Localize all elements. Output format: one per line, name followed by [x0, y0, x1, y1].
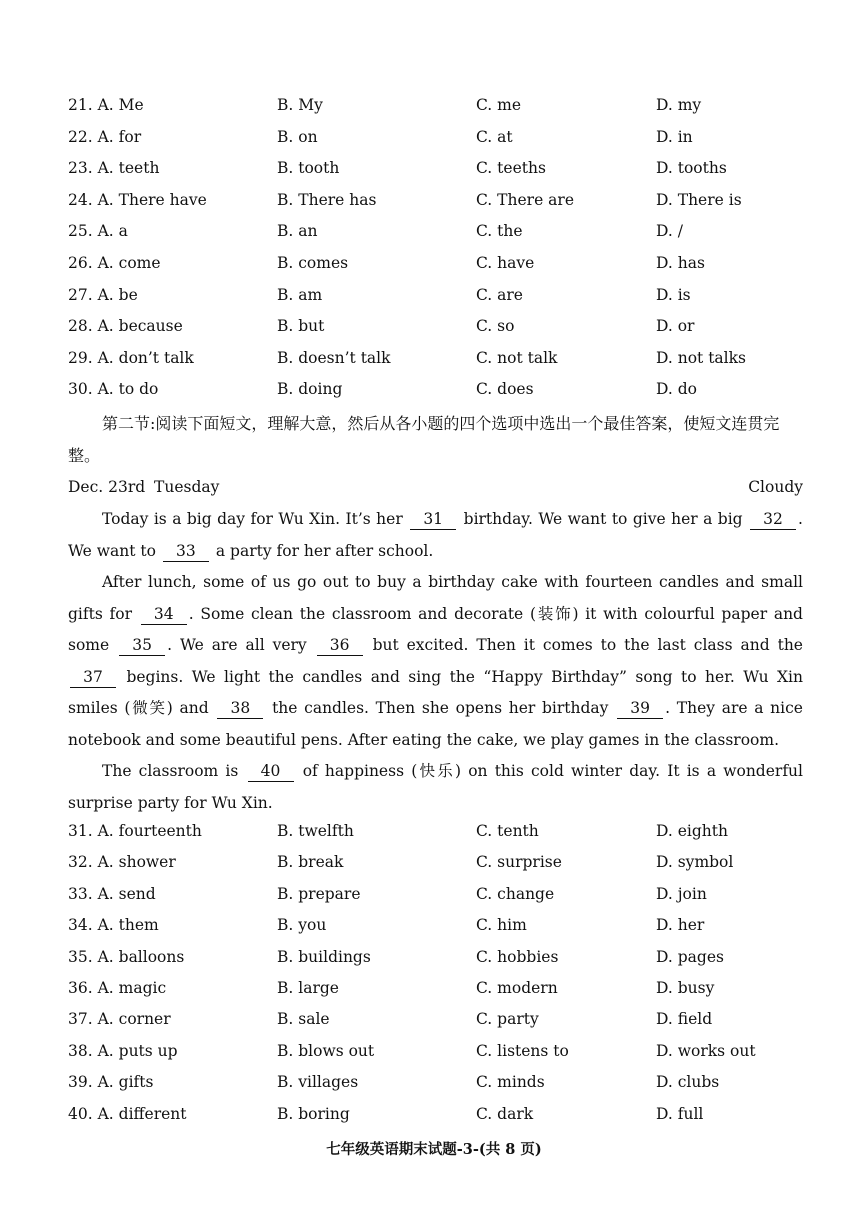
- option-text: D. /: [656, 222, 683, 241]
- option-a: [68, 96, 144, 114]
- option-text: D. not talks: [656, 348, 746, 367]
- option-b: [277, 948, 371, 966]
- question-number: 29.: [68, 348, 93, 367]
- option-b: [277, 159, 339, 177]
- option-d: [656, 1010, 712, 1028]
- option-text: B. blows out: [277, 1041, 375, 1060]
- option-d: [656, 822, 728, 840]
- question-number: 35.: [68, 947, 93, 966]
- option-text: C. dark: [476, 1104, 534, 1123]
- option-d: [656, 1073, 719, 1091]
- question-row: [0, 1073, 868, 1101]
- option-text: C. not talk: [476, 348, 558, 367]
- option-d: [656, 916, 704, 934]
- question-number: 28.: [68, 317, 93, 336]
- blank-33: 33: [163, 541, 209, 562]
- option-c: [476, 1010, 539, 1028]
- option-a: [68, 948, 184, 966]
- option-d: [656, 317, 694, 335]
- question-row: [0, 317, 868, 345]
- option-b: [277, 822, 354, 840]
- option-a: [68, 1010, 171, 1028]
- option-text: B. villages: [277, 1073, 359, 1092]
- option-text: B. There has: [277, 190, 377, 209]
- option-text: A. teeth: [97, 159, 160, 178]
- option-text: C. does: [476, 380, 534, 399]
- option-c: [476, 222, 523, 240]
- option-a: [68, 1073, 153, 1091]
- question-row: [0, 380, 868, 408]
- option-text: D. full: [656, 1104, 704, 1123]
- option-c: [476, 317, 514, 335]
- option-text: A. fourteenth: [97, 822, 202, 840]
- option-text: B. buildings: [277, 947, 371, 966]
- blank-37: 37: [70, 667, 116, 688]
- question-row: [0, 159, 868, 187]
- option-b: [277, 380, 342, 398]
- option-text: D. her: [656, 916, 705, 935]
- option-d: [656, 222, 683, 240]
- option-b: [277, 191, 376, 209]
- option-text: D. symbol: [656, 853, 734, 872]
- section-2-instructions: [68, 408, 803, 472]
- option-d: [656, 191, 742, 209]
- option-text: C. minds: [476, 1073, 545, 1092]
- option-text: B. doesn’t talk: [277, 348, 391, 367]
- option-text: A. magic: [97, 979, 167, 997]
- question-number: 34.: [68, 916, 93, 935]
- option-text: D. There is: [656, 190, 742, 209]
- passage-text: Today is a big day for Wu Xin. It’s her: [102, 510, 403, 528]
- option-c: [476, 254, 534, 272]
- option-text: C. so: [476, 317, 515, 336]
- passage-paragraph-2: [68, 567, 803, 756]
- option-text: D. busy: [656, 979, 715, 997]
- option-b: [277, 979, 339, 997]
- option-text: B. break: [277, 853, 344, 872]
- option-d: [656, 885, 707, 903]
- blank-39: 39: [617, 698, 663, 719]
- question-row: [0, 853, 868, 881]
- passage-text: of happiness (快乐) on this cold winter day. It is a wonderful surprise party for Wu Xin.: [68, 762, 803, 812]
- option-text: D. clubs: [656, 1073, 720, 1092]
- option-text: C. the: [476, 222, 523, 241]
- blank-34: 34: [141, 604, 187, 625]
- passage-text: a party for her after school.: [215, 541, 434, 560]
- question-number: 26.: [68, 254, 93, 272]
- option-text: A. don’t talk: [97, 348, 194, 367]
- option-c: [476, 979, 558, 997]
- option-d: [656, 286, 691, 304]
- option-d: [656, 948, 724, 966]
- question-number: 33.: [68, 884, 93, 903]
- blank-38: 38: [217, 698, 263, 719]
- diary-day: Tuesday: [154, 478, 220, 496]
- option-b: [277, 1073, 358, 1091]
- option-text: A. send: [97, 884, 156, 903]
- option-d: [656, 159, 727, 177]
- diary-header: [68, 478, 803, 502]
- option-a: [68, 1105, 187, 1123]
- option-text: D. is: [656, 285, 691, 304]
- option-text: A. balloons: [97, 947, 185, 966]
- option-text: C. hobbies: [476, 947, 559, 966]
- option-a: [68, 853, 176, 871]
- option-text: A. different: [97, 1104, 187, 1123]
- option-c: [476, 1073, 545, 1091]
- page-footer: 七年级英语期末试题-3-(共 8 页): [326, 1141, 542, 1158]
- passage-text: . We want to: [68, 510, 803, 560]
- option-text: B. My: [277, 96, 323, 114]
- option-d: [656, 1105, 703, 1123]
- question-number: 36.: [68, 979, 93, 997]
- option-text: C. party: [476, 1010, 539, 1029]
- passage-text: The classroom is: [102, 762, 239, 780]
- option-d: [656, 853, 733, 871]
- question-row: [0, 1010, 868, 1038]
- question-row: [0, 1105, 868, 1133]
- option-text: A. Me: [97, 96, 144, 114]
- option-b: [277, 1042, 374, 1060]
- passage-text: begins. We light the candles and sing the “Happy Birthday” song to her. Wu Xin smiles (微笑) and: [68, 667, 803, 717]
- question-number: 38.: [68, 1041, 93, 1060]
- option-c: [476, 885, 554, 903]
- passage-text: the candles. Then she opens her birthday: [272, 699, 609, 717]
- option-text: B. large: [277, 979, 339, 997]
- option-b: [277, 286, 322, 304]
- option-text: A. shower: [97, 853, 176, 872]
- option-text: D. has: [656, 254, 705, 272]
- option-text: A. corner: [97, 1010, 171, 1029]
- option-text: B. twelfth: [277, 822, 354, 840]
- blank-36: 36: [317, 635, 363, 656]
- question-row: [0, 349, 868, 377]
- option-a: [68, 222, 128, 240]
- question-number: 39.: [68, 1073, 93, 1092]
- option-text: B. on: [277, 127, 318, 146]
- option-c: [476, 948, 558, 966]
- passage-text: . We are all very: [167, 636, 307, 654]
- option-a: [68, 979, 166, 997]
- question-row: [0, 191, 868, 219]
- option-a: [68, 822, 202, 840]
- passage-text: After lunch, some of us go out to buy a birthday cake with fourteen candles and small gifts for: [68, 573, 803, 623]
- question-number: 31.: [68, 822, 93, 840]
- option-text: B. sale: [277, 1010, 330, 1029]
- option-text: C. at: [476, 127, 513, 146]
- passage-text: . They are a nice notebook and some beautiful pens. After eating the cake, we play games in the classroom.: [68, 699, 803, 749]
- option-b: [277, 96, 323, 114]
- option-b: [277, 916, 326, 934]
- option-text: B. boring: [277, 1104, 350, 1123]
- option-text: A. be: [97, 285, 138, 304]
- passage-text: birthday. We want to give her a big: [463, 510, 743, 528]
- question-row: [0, 822, 868, 850]
- option-b: [277, 349, 391, 367]
- question-number: 22.: [68, 127, 93, 146]
- option-text: C. are: [476, 285, 523, 304]
- option-a: [68, 885, 156, 903]
- question-number: 32.: [68, 853, 93, 872]
- option-a: [68, 191, 207, 209]
- option-c: [476, 159, 546, 177]
- option-text: B. tooth: [277, 159, 340, 178]
- option-d: [656, 1042, 756, 1060]
- section-2-title: 第二节:阅读下面短文，理解大意，然后从各小题的四个选项中选出一个最佳答案，使短文连贯完整。: [68, 414, 780, 465]
- option-a: [68, 349, 194, 367]
- option-a: [68, 317, 183, 335]
- question-number: 25.: [68, 222, 93, 241]
- option-b: [277, 128, 318, 146]
- option-text: C. modern: [476, 979, 558, 997]
- option-text: C. surprise: [476, 853, 562, 872]
- question-row: [0, 885, 868, 913]
- question-number: 37.: [68, 1010, 93, 1029]
- option-d: [656, 349, 746, 367]
- question-row: [0, 916, 868, 944]
- option-b: [277, 853, 343, 871]
- question-row: [0, 254, 868, 282]
- option-text: B. comes: [277, 254, 349, 272]
- question-row: [0, 979, 868, 1007]
- option-text: C. teeths: [476, 159, 546, 178]
- option-text: A. puts up: [97, 1041, 178, 1060]
- option-d: [656, 979, 714, 997]
- passage-text: but excited. Then it comes to the last class and the: [372, 636, 803, 654]
- option-text: B. an: [277, 222, 318, 241]
- blank-40: 40: [248, 761, 294, 782]
- option-a: [68, 254, 161, 272]
- option-a: [68, 1042, 178, 1060]
- question-number: 23.: [68, 159, 93, 178]
- option-a: [68, 286, 138, 304]
- option-text: B. you: [277, 916, 327, 935]
- option-text: D. join: [656, 884, 707, 903]
- diary-weather: Cloudy: [748, 478, 803, 496]
- option-c: [476, 96, 521, 114]
- option-b: [277, 254, 348, 272]
- option-text: A. a: [97, 222, 128, 241]
- passage-text: . Some clean the classroom and decorate (装饰) it with colourful paper and some: [68, 604, 803, 654]
- option-b: [277, 1105, 350, 1123]
- option-c: [476, 1105, 533, 1123]
- option-b: [277, 317, 324, 335]
- option-text: C. me: [476, 96, 522, 114]
- option-text: C. tenth: [476, 822, 539, 840]
- option-c: [476, 380, 534, 398]
- question-number: 21.: [68, 96, 93, 114]
- option-text: D. tooths: [656, 159, 727, 178]
- question-row: [0, 286, 868, 314]
- option-text: A. because: [97, 317, 183, 336]
- option-text: D. pages: [656, 947, 724, 966]
- option-d: [656, 380, 697, 398]
- question-number: 40.: [68, 1104, 93, 1123]
- option-text: D. eighth: [656, 822, 728, 840]
- option-text: A. for: [97, 127, 142, 146]
- blank-35: 35: [119, 635, 165, 656]
- option-text: A. There have: [97, 190, 207, 209]
- option-text: D. or: [656, 317, 695, 336]
- option-b: [277, 1010, 330, 1028]
- option-c: [476, 349, 557, 367]
- passage-paragraph-1: [68, 504, 803, 567]
- question-row: [0, 96, 868, 124]
- question-row: [0, 948, 868, 976]
- option-a: [68, 916, 159, 934]
- option-text: B. prepare: [277, 884, 361, 903]
- option-text: D. works out: [656, 1041, 756, 1060]
- option-c: [476, 916, 527, 934]
- option-c: [476, 191, 574, 209]
- option-text: D. my: [656, 96, 702, 114]
- option-text: D. do: [656, 380, 697, 399]
- option-d: [656, 128, 693, 146]
- diary-date: Dec. 23rd: [68, 478, 146, 496]
- blank-32: 32: [750, 509, 796, 530]
- option-b: [277, 885, 361, 903]
- question-number: 30.: [68, 380, 93, 399]
- option-text: D. in: [656, 127, 693, 146]
- option-text: A. come: [97, 254, 161, 272]
- passage-paragraph-3: [68, 756, 803, 819]
- option-c: [476, 286, 523, 304]
- question-number: 24.: [68, 190, 93, 209]
- option-text: C. have: [476, 254, 535, 272]
- option-text: B. am: [277, 285, 323, 304]
- option-text: A. to do: [97, 380, 159, 399]
- option-c: [476, 1042, 569, 1060]
- option-a: [68, 128, 141, 146]
- option-text: C. listens to: [476, 1041, 569, 1060]
- option-d: [656, 96, 701, 114]
- option-d: [656, 254, 705, 272]
- option-b: [277, 222, 317, 240]
- option-a: [68, 380, 158, 398]
- option-text: A. gifts: [97, 1073, 154, 1092]
- option-text: A. them: [97, 916, 159, 935]
- option-a: [68, 159, 159, 177]
- question-row: [0, 128, 868, 156]
- option-text: C. him: [476, 916, 527, 935]
- option-text: D. field: [656, 1010, 713, 1029]
- option-text: C. There are: [476, 190, 574, 209]
- option-text: B. but: [277, 317, 325, 336]
- option-text: C. change: [476, 884, 555, 903]
- question-row: [0, 222, 868, 250]
- question-number: 27.: [68, 285, 93, 304]
- option-text: B. doing: [277, 380, 343, 399]
- blank-31: 31: [410, 509, 456, 530]
- option-c: [476, 822, 539, 840]
- option-c: [476, 853, 562, 871]
- option-c: [476, 128, 513, 146]
- question-row: [0, 1042, 868, 1070]
